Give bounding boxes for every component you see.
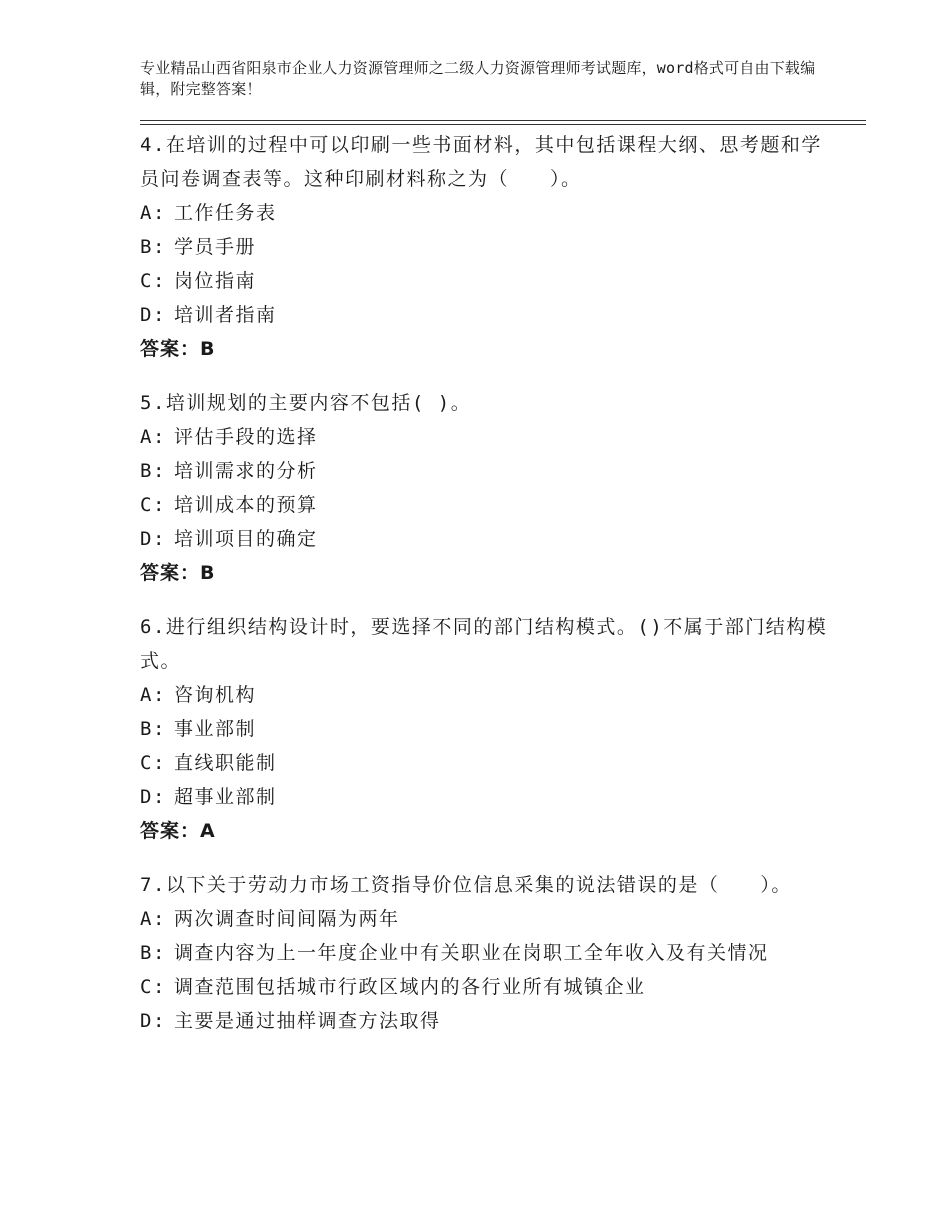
option-label: D: [140, 304, 166, 326]
question-list [140, 128, 840, 1058]
option-label: B: [140, 942, 166, 964]
question-4 [140, 128, 840, 366]
option-label: D: [140, 528, 166, 550]
option-text: 主要是通过抽样调查方法取得 [174, 1010, 441, 1032]
option-b [140, 712, 840, 746]
option-text: 培训需求的分析 [174, 460, 318, 482]
question-6 [140, 610, 840, 848]
answer-line: 答案：B [140, 562, 216, 584]
option-text: 事业部制 [174, 718, 257, 740]
option-label: C: [140, 270, 166, 292]
header-double-rule [140, 120, 866, 125]
option-text: 培训成本的预算 [174, 494, 318, 516]
option-list [140, 678, 840, 814]
option-label: A: [140, 684, 166, 706]
option-text: 培训项目的确定 [174, 528, 318, 550]
question-stem: 7.以下关于劳动力市场工资指导价位信息采集的说法错误的是（ ）。 [140, 874, 792, 896]
answer-line: 答案：B [140, 338, 216, 360]
option-label: A: [140, 202, 166, 224]
option-c [140, 970, 840, 1004]
option-text: 调查内容为上一年度企业中有关职业在岗职工全年收入及有关情况 [174, 942, 769, 964]
option-c [140, 488, 840, 522]
option-text: 咨询机构 [174, 684, 257, 706]
option-d [140, 780, 840, 814]
option-d [140, 522, 840, 556]
option-list [140, 902, 840, 1038]
option-text: 直线职能制 [174, 752, 277, 774]
question-stem: 5.培训规划的主要内容不包括( )。 [140, 392, 472, 414]
option-a [140, 678, 840, 712]
option-label: A: [140, 426, 166, 448]
option-label: A: [140, 908, 166, 930]
option-text: 培训者指南 [174, 304, 277, 326]
option-b [140, 454, 840, 488]
option-label: D: [140, 1010, 166, 1032]
option-a [140, 902, 840, 936]
option-d [140, 298, 840, 332]
question-5 [140, 386, 840, 590]
option-text: 评估手段的选择 [174, 426, 318, 448]
option-a [140, 420, 840, 454]
option-label: C: [140, 494, 166, 516]
option-text: 两次调查时间间隔为两年 [174, 908, 400, 930]
question-stem: 6.进行组织结构设计时，要选择不同的部门结构模式。()不属于部门结构模式。 [140, 616, 828, 672]
option-c [140, 264, 840, 298]
option-label: C: [140, 752, 166, 774]
option-text: 调查范围包括城市行政区域内的各行业所有城镇企业 [174, 976, 646, 998]
option-text: 工作任务表 [174, 202, 277, 224]
option-c [140, 746, 840, 780]
option-text: 超事业部制 [174, 786, 277, 808]
option-text: 岗位指南 [174, 270, 257, 292]
option-label: C: [140, 976, 166, 998]
option-list [140, 420, 840, 556]
option-b [140, 230, 840, 264]
question-stem: 4.在培训的过程中可以印刷一些书面材料，其中包括课程大纲、思考题和学员问卷调查表等。这种印刷材料称之为（ ）。 [140, 134, 822, 190]
header-text: 专业精品山西省阳泉市企业人力资源管理师之二级人力资源管理师考试题库，word格式可自由下载编辑，附完整答案！ [140, 59, 816, 98]
page-header [140, 58, 840, 100]
question-7 [140, 868, 840, 1038]
option-a [140, 196, 840, 230]
option-label: B: [140, 718, 166, 740]
option-list [140, 196, 840, 332]
option-label: B: [140, 460, 166, 482]
option-label: D: [140, 786, 166, 808]
answer-line: 答案：A [140, 820, 216, 842]
option-text: 学员手册 [174, 236, 257, 258]
option-d [140, 1004, 840, 1038]
option-b [140, 936, 840, 970]
option-label: B: [140, 236, 166, 258]
